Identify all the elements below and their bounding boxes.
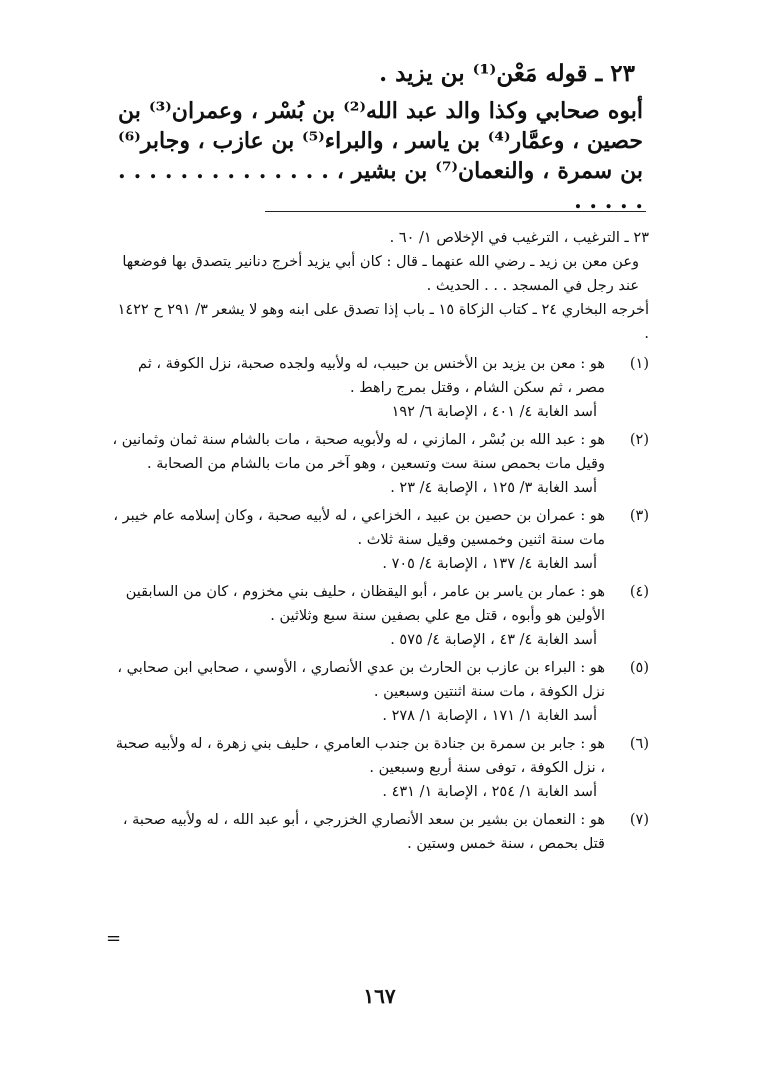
footnote-number: (٦)	[629, 736, 649, 752]
footnote-separator	[265, 211, 646, 212]
footnote-number: (٥)	[629, 660, 649, 676]
entry-heading: ٢٣ ـ قوله مَعْن⁽¹⁾ بن يزيد .	[379, 60, 635, 87]
footnote-source: أسد الغابة ٤/ ٤٠١ ، الإصابة ٦/ ١٩٢	[391, 404, 597, 420]
footnote-text: هو : جابر بن سمرة بن جنادة بن جندب العامري ، حليف بني زهرة ، له ولأبيه صحبة ، نزل الكوفة ، توفى سنة أربع وسبعين .	[115, 736, 605, 776]
reference-line: ٢٣ ـ الترغيب ، الترغيب في الإخلاص ١/ ٦٠ .	[389, 230, 649, 246]
footnote-number: (٧)	[629, 812, 649, 828]
footnote-source: أسد الغابة ١/ ١٧١ ، الإصابة ١/ ٢٧٨ .	[382, 708, 597, 724]
footnote-number: (٢)	[629, 432, 649, 448]
footnote-number: (١)	[629, 356, 649, 372]
footnote-number: (٣)	[629, 508, 649, 524]
entry-paragraph: أبوه صحابي وكذا والد عبد الله⁽²⁾ بن بُسْر ، وعمران⁽³⁾ بن حصين ، وعمَّار⁽⁴⁾ بن ياسر ، والبراء⁽⁵⁾ بن عازب ، وجابر⁽⁶⁾ بن سمرة ، والنعمان⁽⁷⁾ بن بشير ، . . . . . . . . . . . . . . . . . . .	[118, 98, 643, 214]
footnote-text: هو : عبد الله بن بُسْر ، المازني ، له ولأبويه صحبة ، مات بالشام سنة ثمان وثمانين ، وقيل مات بحمص سنة ست وتسعين ، وهو آخر من مات بالشام من الصحابة .	[112, 432, 605, 472]
reference-block	[112, 226, 649, 346]
reference-line: وعن معن بن زيد ـ رضي الله عنهما ـ قال : كان أبي يزيد أخرج دنانير يتصدق بها فوضعها عند رجل في المسجد . . . الحديث .	[122, 254, 639, 294]
footnote-number: (٤)	[629, 584, 649, 600]
reference-line: أخرجه البخاري ٢٤ ـ كتاب الزكاة ١٥ ـ باب إذا تصدق على ابنه وهو لا يشعر ٣/ ٢٩١ ح ١٤٢٢ .	[117, 302, 649, 342]
continuation-mark: =	[106, 928, 122, 949]
footnotes	[112, 226, 649, 860]
footnote-source: أسد الغابة ٤/ ١٣٧ ، الإصابة ٤/ ٧٠٥ .	[382, 556, 597, 572]
footnote-2	[112, 428, 649, 500]
footnote-3	[112, 504, 649, 576]
footnote-text: هو : معن بن يزيد بن الأخنس بن حبيب، له ولأبيه ولجده صحبة، نزل الكوفة ، ثم مصر ، ثم سكن الشام ، وقتل بمرج راهط .	[138, 356, 605, 396]
footnote-text: هو : عمران بن حصين بن عبيد ، الخزاعي ، له لأبيه صحبة ، وكان إسلامه عام خيبر ، مات سنة اثنين وخمسين وقيل سنة ثلاث .	[113, 508, 605, 548]
page-number: ١٦٧	[363, 984, 396, 1008]
footnote-6	[112, 732, 649, 804]
footnote-text: هو : البراء بن عازب بن الحارث بن عدي الأنصاري ، الأوسي ، صحابي ابن صحابي ، نزل الكوفة ، مات سنة اثنتين وسبعين .	[117, 660, 605, 700]
footnote-source: أسد الغابة ١/ ٢٥٤ ، الإصابة ١/ ٤٣١ .	[382, 784, 597, 800]
main-text	[118, 58, 643, 216]
footnote-7	[112, 808, 649, 856]
footnote-source: أسد الغابة ٤/ ٤٣ ، الإصابة ٤/ ٥٧٥ .	[390, 632, 597, 648]
footnote-1	[112, 352, 649, 424]
footnote-text: هو : عمار بن ياسر بن عامر ، أبو اليقظان ، حليف بني مخزوم ، كان من السابقين الأولين هو وأبوه ، قتل مع علي بصفين سنة سبع وثلاثين .	[125, 584, 605, 624]
footnote-5	[112, 656, 649, 728]
footnote-4	[112, 580, 649, 652]
footnote-source: أسد الغابة ٣/ ١٢٥ ، الإصابة ٤/ ٢٣ .	[390, 480, 597, 496]
footnote-text: هو : النعمان بن بشير بن سعد الأنصاري الخزرجي ، أبو عبد الله ، له ولأبيه صحبة ، قتل بحمص ، سنة خمس وستين .	[122, 812, 605, 852]
